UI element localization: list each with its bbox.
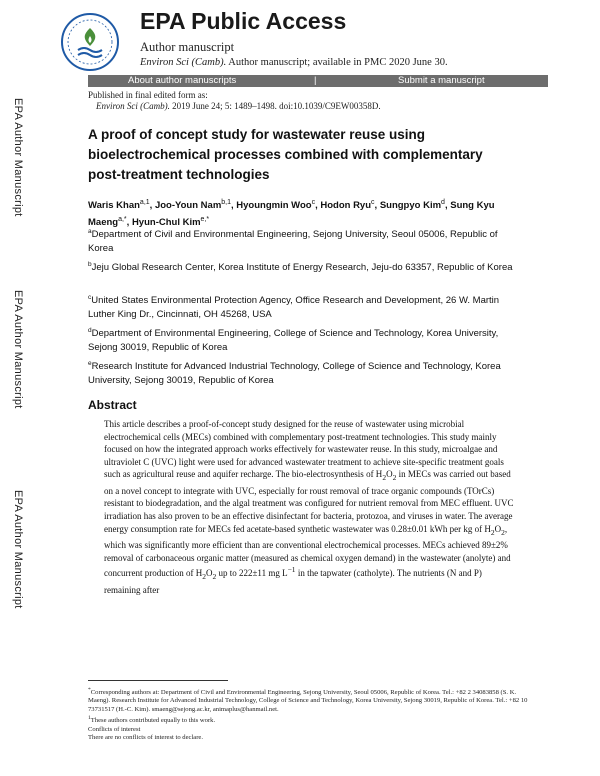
affiliation-d: $^d$Department of Environmental Engineering, College of Science and Technology, Korea University, Sejong 30019, Republic of Korea [88, 327, 499, 353]
sidebar-watermark-2: EPA Author Manuscript [12, 290, 24, 409]
availability-text: Author manuscript; available in PMC 2020 June 30. [228, 57, 448, 68]
author: Sungpyo Kim [379, 200, 442, 212]
footnote-corresponding: *Corresponding authors at: Department of Civil and Environmental Engineering, Sejong University, Seoul 05006, Republic of Korea. Tel.: +82 2 34083858 (S. K. Maeng). Research Institute for Advanced Industrial Technology, College of Science and Technology, Korea University, Sejong 30019, Republic of Korea. Tel.: +82 10 73731517 (H.-C. Kim). smaeng@sejong.ac.kr, animaplus@hanmail.net. [88, 687, 528, 713]
author: Sung Kyu Maeng [88, 200, 495, 229]
about-manuscripts-link[interactable]: About author manuscripts [128, 75, 237, 86]
article-title: A proof of concept study for wastewater reuse using bioelectrochemical processes combined with complementary post-treatment technologies [88, 127, 483, 182]
affiliation-a: $^a$Department of Civil and Environmental Engineering, Sejong University, Seoul 05006, Republic of Korea [88, 228, 498, 254]
author: Hyoungmin Woo [236, 200, 312, 212]
published-details: 2019 June 24; 5: 1489–1498. doi:10.1039/C9EW00358D. [172, 101, 381, 111]
epa-logo-icon [60, 12, 120, 72]
author: Hyun-Chul Kim [131, 217, 201, 229]
sidebar-watermark-1: EPA Author Manuscript [12, 98, 24, 217]
abstract-body: This article describes a proof-of-concept study designed for the reuse of wastewater using microbial electrochemical cells (MECs) combined with complementary post-treatment technologies. This study mainly focused on how the integrated approach works effectively for wastewater reuse. In this study, microalgae and ultraviolet C (UVC) light were used for advanced wastewater treatment to achieve site-specific treatment goals such as agricultural reuse and aquifer recharge. The bio-electrosynthesis of $H_2O_2$ in MECs was carried out based on a novel concept to integrate with UVC, especially for roust removal of trace organic compounds (TOrCs) resistant to biodegradation, and the algal treatment was configured for nutrient removal from MEC effluent. UVC irradiation has also proven to be an effective disinfectant for bacteria, protozoa, and viruses in water. The average energy consumption rate for MECs fed acetate-based synthetic wastewater was 0.28±0.01 kWh per kg of $H_2O_2$, which was significantly more efficient than are conventional electrochemical processes. MECs achieved 89±2% removal of carbonaceous organic matter (measured as chemical oxygen demand) in the wastewater (anolyte) and concurrent production of $H_2O_2$ up to 222±11 mg $L^{-1}$ in the tapwater (catholyte). The nutrients (N and P) remaining after [104, 419, 514, 595]
published-line: Published in final edited form as: [88, 90, 208, 100]
author: Joo-Youn Nam [154, 200, 222, 212]
nav-bar [88, 75, 548, 87]
affiliation-c: $^c$United States Environmental Protection Agency, Office Research and Development, 26 W. Martin Luther King Dr., Cincinnati, OH 45268, USA [88, 294, 500, 320]
sidebar-watermark-3: EPA Author Manuscript [12, 490, 24, 609]
author: Waris Khan [88, 200, 140, 212]
journal-name: Environ Sci (Camb). [140, 57, 227, 68]
footnotes [88, 686, 528, 742]
published-info [88, 90, 381, 112]
affiliation-e: $^e$Research Institute for Advanced Industrial Technology, College of Science and Technology, Korea University, Sejong 30019, Republic of Korea [88, 360, 501, 386]
site-title: EPA Public Access [140, 8, 347, 34]
affiliation-b: $^b$Jeju Global Research Center, Korea Institute of Energy Research, Jeju-do 63357, Republic of Korea [88, 261, 513, 274]
nav-separator: | [314, 75, 317, 86]
published-journal: Environ Sci (Camb). [96, 101, 170, 111]
abstract-heading: Abstract [88, 398, 137, 412]
author-list: Waris Khan$^{a,1}$, Joo-Youn Nam$^{b,1}$, Hyoungmin Woo$^c$, Hodon Ryu$^c$, Sungpyo Kim$^d$, Sung Kyu Maeng$^{a,*}$, Hyun-Chul Kim$^{e,*}$ [88, 199, 495, 229]
submit-manuscript-link[interactable]: Submit a manuscript [398, 75, 485, 86]
availability-line [140, 57, 448, 68]
conflicts-text: There are no conflicts of interest to declare. [88, 733, 203, 741]
manuscript-label: Author manuscript [140, 40, 235, 54]
published-citation [88, 101, 381, 112]
conflicts-heading: Conflicts of interest [88, 725, 141, 733]
footnote-divider [88, 680, 228, 681]
footnote-equal: $^1$These authors contributed equally to this work. [88, 715, 216, 725]
author: Hodon Ryu [320, 200, 372, 212]
